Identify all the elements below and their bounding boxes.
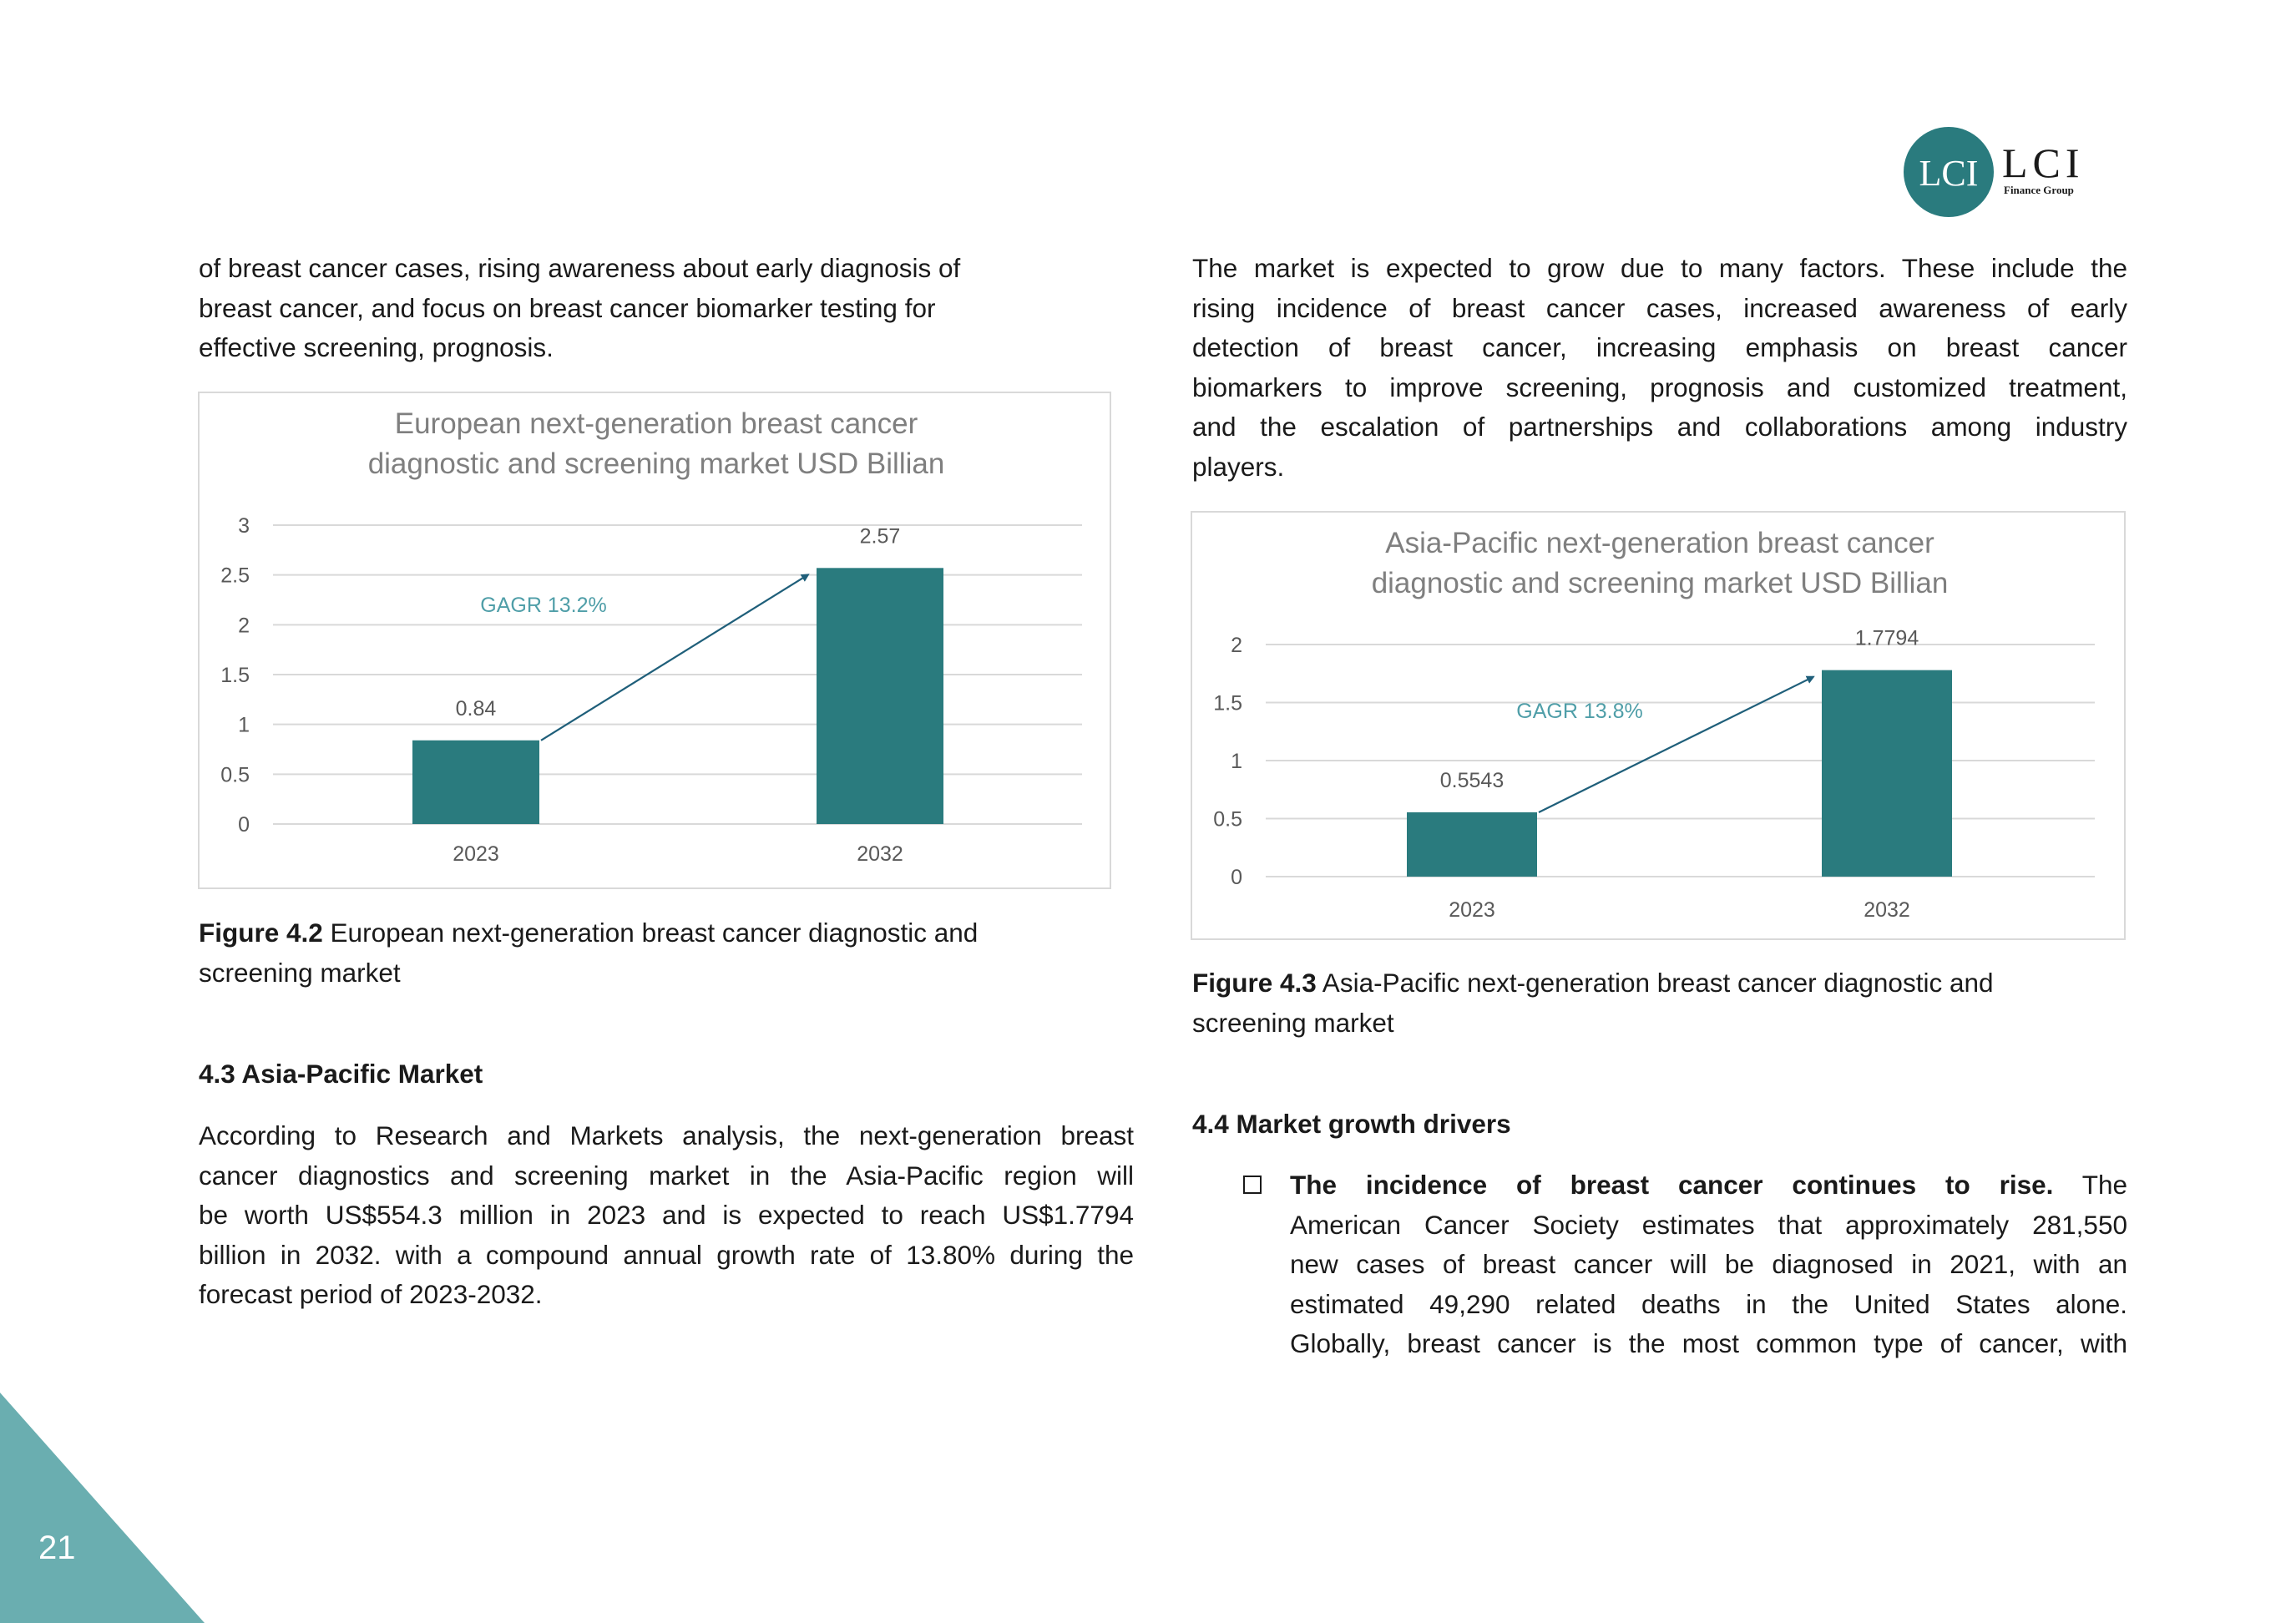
data-label: 1.7794 (1854, 626, 1919, 650)
section-heading-4-3: 4.3 Asia-Pacific Market (199, 1059, 483, 1089)
y-tick-label: 0.5 (220, 763, 250, 787)
logo-monogram: LCI (1919, 153, 1979, 194)
text-line: be worth US$554.3 million in 2023 and is expected to reach US$1.7794 (199, 1200, 1134, 1230)
logo-subtitle: Finance Group (2004, 184, 2074, 196)
text-line: cancer diagnostics and screening market in the Asia-Pacific region will (199, 1160, 1134, 1191)
corner-triangle-decoration (0, 1393, 205, 1623)
section-4-3-paragraph (199, 1116, 1134, 1315)
growth-driver-bullet (1290, 1165, 2127, 1364)
y-tick-label: 1.5 (1213, 691, 1242, 715)
y-tick-label: 0.5 (1213, 807, 1242, 832)
bar (1407, 812, 1537, 877)
x-tick-label: 2032 (857, 842, 903, 866)
chart-title: Asia-Pacific next-generation breast cancer (1385, 527, 1934, 559)
text-line: American Cancer Society estimates that approximately 281,550 (1290, 1209, 2127, 1240)
bar (412, 741, 539, 824)
y-tick-label: 3 (238, 514, 250, 538)
data-label: 0.5543 (1439, 768, 1505, 792)
lci-logo (1895, 125, 2121, 219)
gagr-annotation: GAGR 13.2% (480, 594, 607, 617)
figure-caption-text: Asia-Pacific next-generation breast cancer diagnostic and (1316, 968, 1994, 998)
section-heading-4-4: 4.4 Market growth drivers (1192, 1109, 1511, 1139)
text-line: detection of breast cancer, increasing emphasis on breast cancer (1192, 332, 2127, 362)
growth-arrow (1539, 677, 1813, 812)
page-number: 21 (38, 1529, 76, 1566)
x-tick-label: 2023 (1449, 898, 1495, 922)
right-intro-paragraph (1192, 249, 2127, 487)
text-line: The market is expected to grow due to many factors. These include the (1192, 253, 2127, 283)
bullet-text: The (2053, 1170, 2128, 1200)
chart-title: European next-generation breast cancer (394, 407, 918, 440)
chart-asia-pacific-svg (1192, 513, 2127, 942)
y-tick-label: 1.5 (220, 664, 250, 687)
chart-title: diagnostic and screening market USD Billian (367, 447, 945, 480)
chart-european-market (198, 392, 1111, 889)
bar (1822, 670, 1952, 877)
figure-caption-text: European next-generation breast cancer diagnostic and (322, 918, 979, 948)
figure-label: Figure 4.2 (199, 918, 323, 948)
text-line: billion in 2032. with a compound annual growth rate of 13.80% during the (199, 1239, 1134, 1270)
figure-label: Figure 4.3 (1192, 968, 1317, 998)
text-line: effective screening, prognosis. (199, 332, 554, 362)
text-line: biomarkers to improve screening, prognosis and customized treatment, (1192, 372, 2127, 402)
left-intro-paragraph (199, 249, 1134, 368)
y-tick-label: 2 (1231, 634, 1242, 657)
x-tick-label: 2032 (1864, 898, 1910, 922)
data-label: 0.84 (455, 696, 497, 720)
text-line: According to Research and Markets analysis, the next-generation breast (199, 1120, 1134, 1150)
text-line: estimated 49,290 related deaths in the United States alone. (1290, 1288, 2127, 1319)
figure-caption-text: screening market (1192, 1007, 1394, 1038)
chart-asia-pacific-market (1191, 511, 2126, 940)
y-tick-label: 1 (1231, 750, 1242, 773)
text-line: breast cancer, and focus on breast cancer biomarker testing for (199, 292, 936, 323)
text-line: players. (1192, 451, 1285, 482)
text-line: forecast period of 2023-2032. (199, 1279, 543, 1309)
text-line: rising incidence of breast cancer cases, increased awareness of early (1192, 292, 2127, 323)
text-line: of breast cancer cases, rising awareness about early diagnosis of (199, 253, 961, 283)
chart-title: diagnostic and screening market USD Billian (1371, 567, 1949, 599)
figure-4-3-caption (1192, 963, 2136, 1043)
logo-name: LCI (2002, 139, 2085, 186)
figure-caption-text: screening market (199, 957, 401, 988)
y-tick-label: 1 (238, 713, 250, 737)
gagr-annotation: GAGR 13.8% (1516, 700, 1643, 723)
figure-4-2-caption (199, 913, 1134, 993)
y-tick-label: 0 (238, 813, 250, 837)
checkbox-bullet-icon (1243, 1176, 1262, 1194)
text-line: Globally, breast cancer is the most common type of cancer, with (1290, 1328, 2127, 1358)
text-line: new cases of breast cancer will be diagnosed in 2021, with an (1290, 1249, 2127, 1279)
y-tick-label: 0 (1231, 866, 1242, 889)
bullet-bold-text: The incidence of breast cancer continues to rise. (1290, 1170, 2054, 1200)
y-tick-label: 2 (238, 614, 250, 638)
x-tick-label: 2023 (453, 842, 499, 866)
chart-european-svg (200, 393, 1113, 891)
bar (817, 568, 943, 824)
data-label: 2.57 (859, 524, 901, 549)
text-line: and the escalation of partnerships and collaborations among industry (1192, 412, 2127, 442)
y-tick-label: 2.5 (220, 564, 250, 588)
